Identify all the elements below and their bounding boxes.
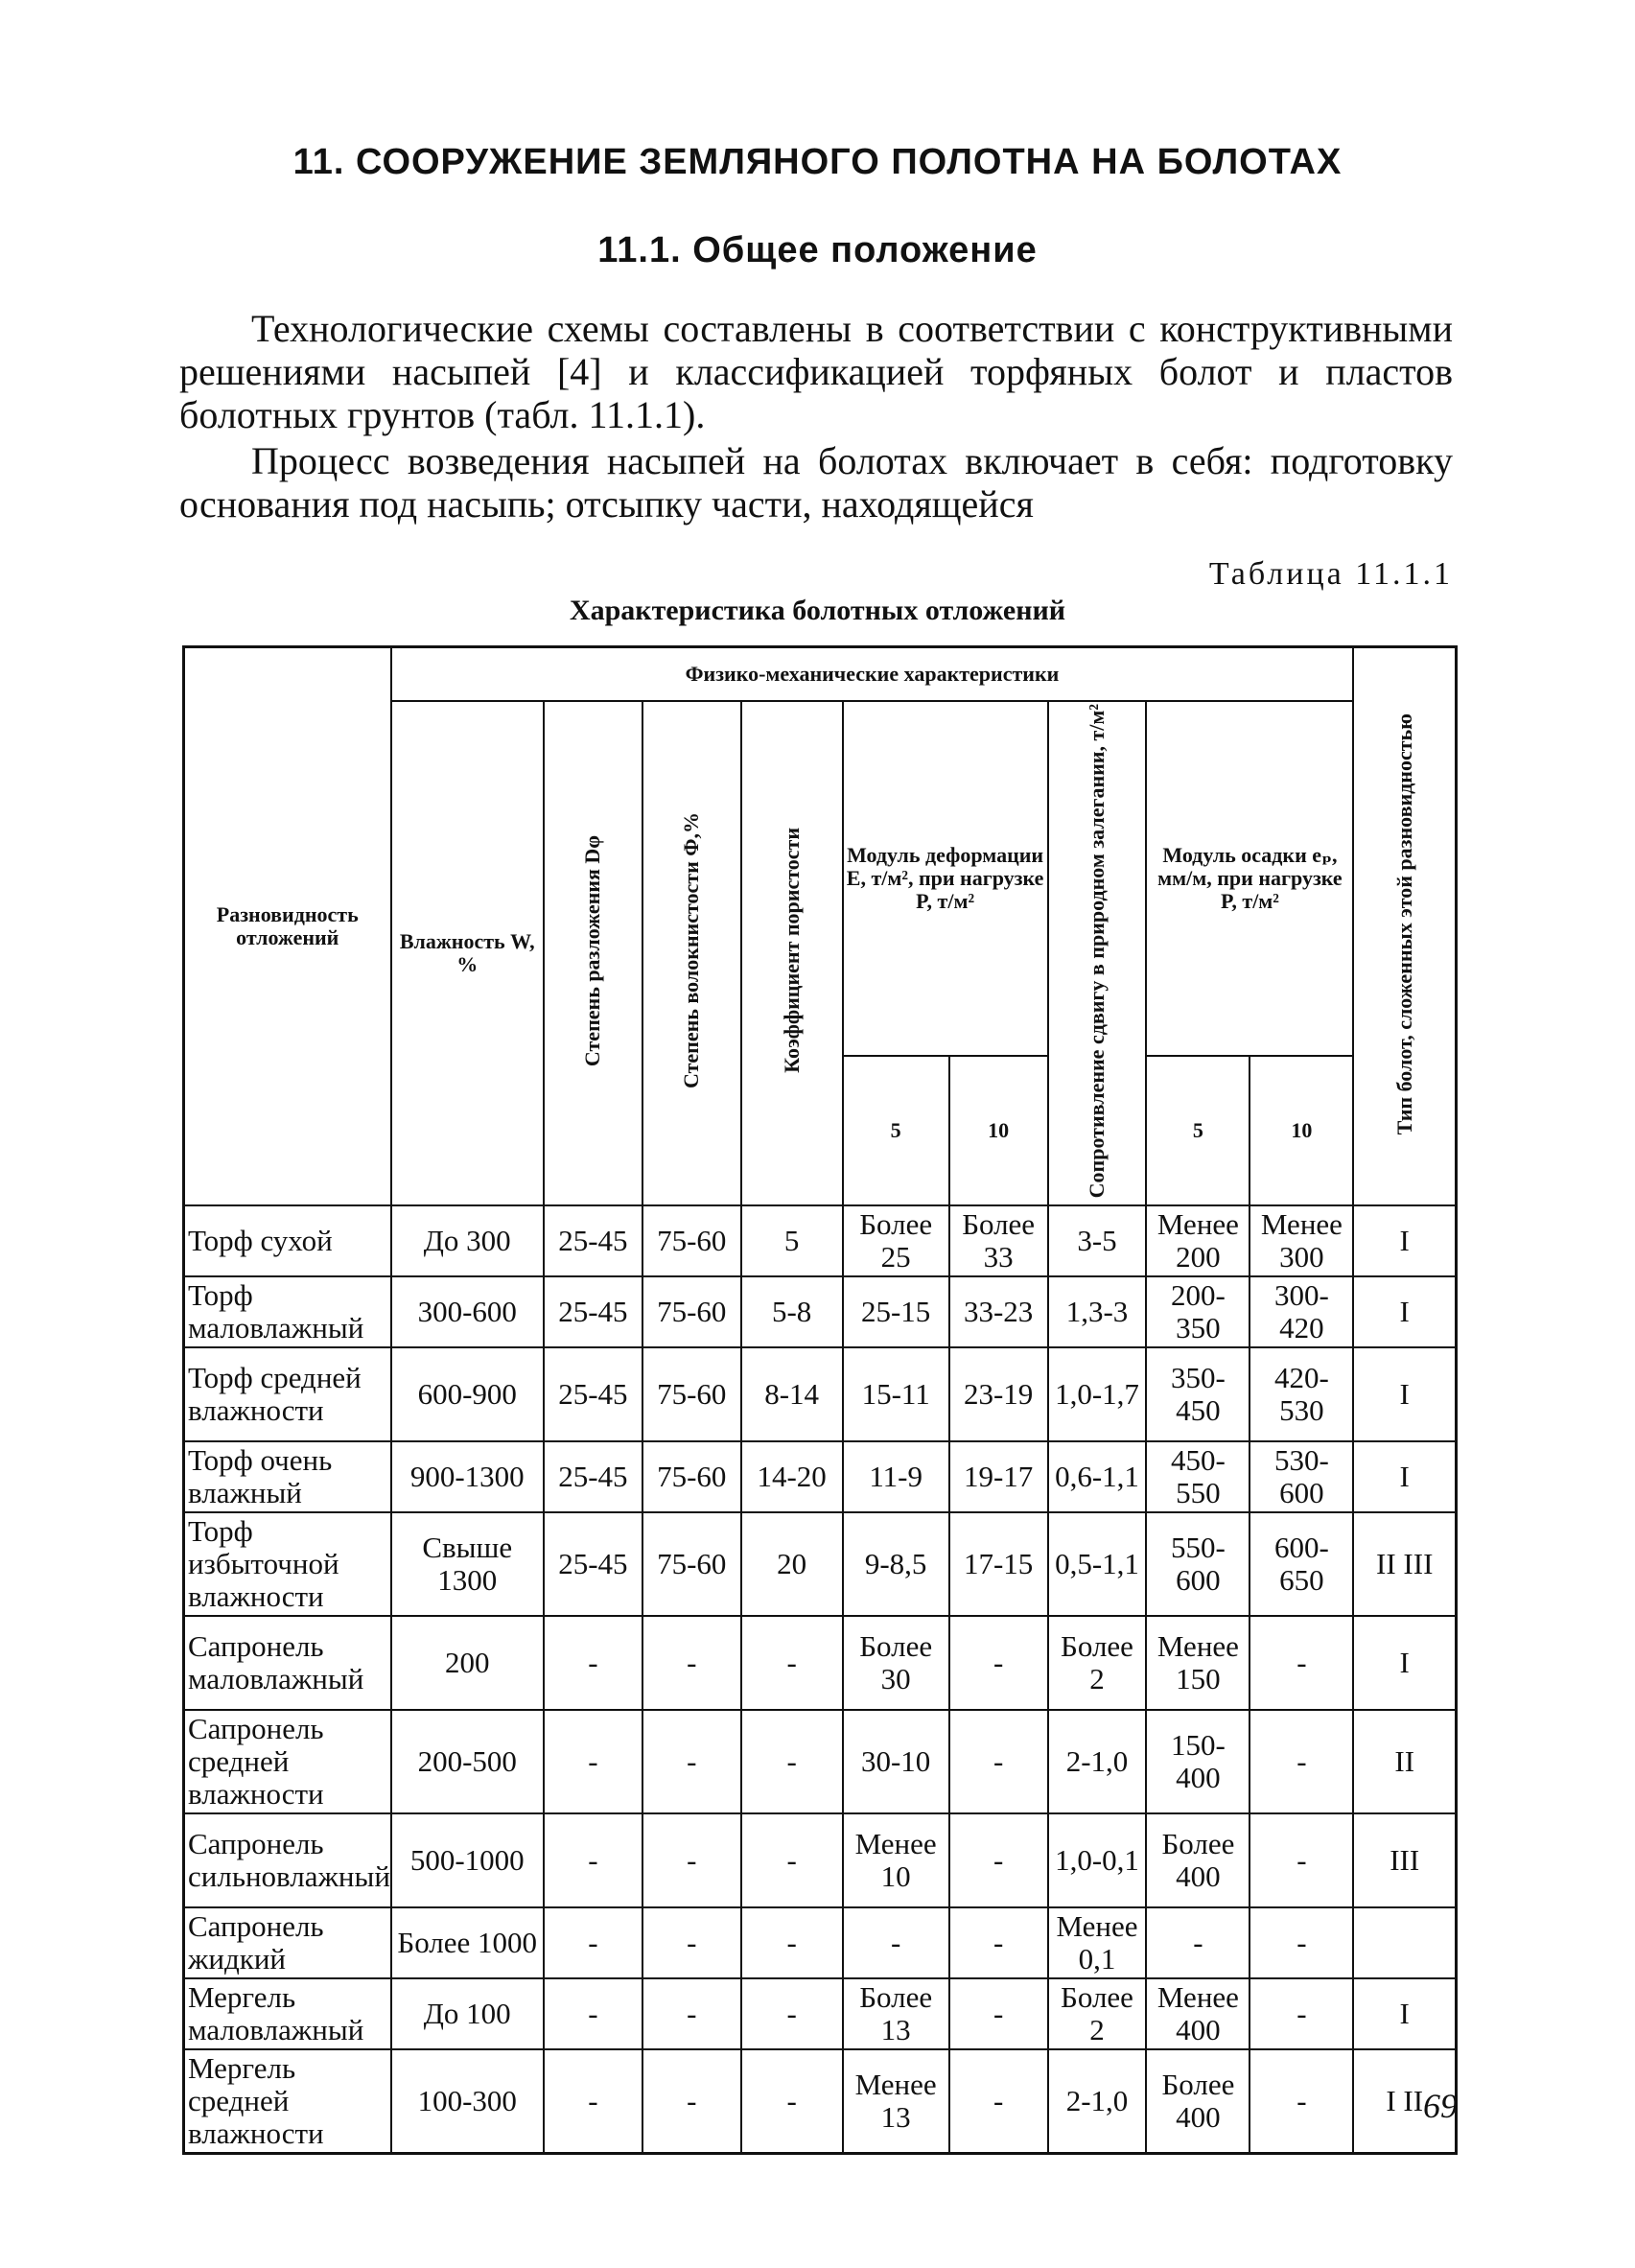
header-fiber: [642, 701, 741, 1205]
table-cell: -: [1250, 1710, 1353, 1813]
table-cell: 1,0-0,1: [1048, 1813, 1147, 1907]
table-cell: I: [1353, 1347, 1456, 1441]
header-decomposition: [544, 701, 642, 1205]
table-cell: -: [949, 1616, 1048, 1710]
table-cell: III: [1353, 1813, 1456, 1907]
table-cell: 300-420: [1250, 1276, 1353, 1347]
table-cell: 2-1,0: [1048, 1710, 1147, 1813]
table-cell: 3-5: [1048, 1205, 1147, 1276]
table-cell: Более 2: [1048, 1978, 1147, 2049]
table-cell: 550-600: [1146, 1512, 1250, 1616]
paragraph-2: Процесс возведения насыпей на болотах включает в себя: подготовку основания под насыпь; отсыпку части, находящейся: [179, 439, 1453, 526]
table-row: [184, 1205, 1457, 1276]
table-row: [184, 1813, 1457, 1907]
table-cell: -: [1146, 1907, 1250, 1978]
table-cell: -: [642, 1616, 741, 1710]
header-physmech: Физико-механические характеристики: [391, 647, 1354, 701]
table-cell: -: [741, 1813, 843, 1907]
table-cell: 14-20: [741, 1441, 843, 1512]
row-variety-cell: Торф маловлажный: [184, 1276, 391, 1347]
table-cell: I: [1353, 1616, 1456, 1710]
header-settle-modulus: Модуль осадки eₚ, мм/м, при нагрузке P, т/м²: [1146, 701, 1353, 1056]
table-cell: Более 1000: [391, 1907, 544, 1978]
table-number: Таблица 11.1.1: [1208, 556, 1453, 592]
table-cell: -: [544, 1907, 642, 1978]
table-cell: 500-1000: [391, 1813, 544, 1907]
row-variety-cell: Сапронель маловлажный: [184, 1616, 391, 1710]
table-cell: -: [949, 1978, 1048, 2049]
characteristics-table: [182, 645, 1458, 2155]
header-decomposition-label: Степень разложения Dφ: [580, 834, 605, 1066]
header-type-label: Тип болот, сложенных этой разновидностью: [1391, 713, 1416, 1135]
table-cell: -: [843, 1907, 949, 1978]
section-heading: 11.1. Общее положение: [597, 230, 1038, 270]
table-cell: До 300: [391, 1205, 544, 1276]
table-cell: Более 2: [1048, 1616, 1147, 1710]
table-cell: -: [949, 2049, 1048, 2154]
table-cell: Менее 0,1: [1048, 1907, 1147, 1978]
table-cell: -: [642, 1813, 741, 1907]
table-cell: 5-8: [741, 1276, 843, 1347]
table-cell: -: [741, 1616, 843, 1710]
row-variety-cell: Мергель средней влажности: [184, 2049, 391, 2154]
paragraph-1: Технологические схемы составлены в соответствии с конструктивными решениями насыпей [4] и классификацией торфяных болот и пластов болотных грунтов (табл. 11.1.1).: [179, 307, 1453, 436]
header-settle-load5: 5: [1146, 1056, 1250, 1205]
table-cell: 420-530: [1250, 1347, 1353, 1441]
table-cell: 8-14: [741, 1347, 843, 1441]
table-cell: -: [949, 1907, 1048, 1978]
table-cell: 200: [391, 1616, 544, 1710]
row-variety-cell: Сапронель сильновлажный: [184, 1813, 391, 1907]
header-settle-load10: 10: [1250, 1056, 1353, 1205]
table-cell: Более 33: [949, 1205, 1048, 1276]
table-cell: 25-45: [544, 1347, 642, 1441]
table-cell: 15-11: [843, 1347, 949, 1441]
table-cell: I: [1353, 1441, 1456, 1512]
header-fiber-label: Степень волокнистости Φ,%: [679, 812, 704, 1089]
table-cell: -: [544, 1813, 642, 1907]
table-cell: I: [1353, 1978, 1456, 2049]
chapter-heading: 11. СООРУЖЕНИЕ ЗЕМЛЯНОГО ПОЛОТНА НА БОЛОТАХ: [292, 142, 1343, 182]
header-porosity-label: Коэффициент пористости: [779, 828, 804, 1074]
table-cell: Более 30: [843, 1616, 949, 1710]
table-cell: -: [642, 1978, 741, 2049]
table-cell: Менее 10: [843, 1813, 949, 1907]
table-cell: 17-15: [949, 1512, 1048, 1616]
table-row: [184, 1276, 1457, 1347]
table-cell: 200-350: [1146, 1276, 1250, 1347]
table-cell: -: [1250, 1978, 1353, 2049]
table-cell: 1,3-3: [1048, 1276, 1147, 1347]
table-cell: Менее 200: [1146, 1205, 1250, 1276]
row-variety-cell: Торф сухой: [184, 1205, 391, 1276]
table-cell: -: [741, 1978, 843, 2049]
table-cell: 9-8,5: [843, 1512, 949, 1616]
row-variety-cell: Торф очень влажный: [184, 1441, 391, 1512]
table-cell: Менее 150: [1146, 1616, 1250, 1710]
header-deform-load5: 5: [843, 1056, 949, 1205]
header-deform-load10: 10: [949, 1056, 1048, 1205]
table-cell: -: [741, 1907, 843, 1978]
page-number: 69: [1423, 2087, 1458, 2125]
table-cell: -: [1250, 1907, 1353, 1978]
table-row: [184, 1512, 1457, 1616]
table-cell: 25-45: [544, 1276, 642, 1347]
table-cell: II III: [1353, 1512, 1456, 1616]
table-cell: 75-60: [642, 1276, 741, 1347]
table-cell: -: [1250, 1813, 1353, 1907]
table-row: [184, 1441, 1457, 1512]
table-cell: 75-60: [642, 1205, 741, 1276]
row-variety-cell: Сапронель жидкий: [184, 1907, 391, 1978]
table-cell: 150-400: [1146, 1710, 1250, 1813]
table-cell: -: [1250, 1616, 1353, 1710]
table-row: [184, 1710, 1457, 1813]
table-cell: 75-60: [642, 1347, 741, 1441]
header-variety: Разновидность отложений: [184, 647, 391, 1205]
table-cell: Более 400: [1146, 1813, 1250, 1907]
table-cell: -: [642, 1710, 741, 1813]
table-cell: 900-1300: [391, 1441, 544, 1512]
table-title: Характеристика болотных отложений: [569, 595, 1066, 626]
table-cell: -: [544, 1978, 642, 2049]
table-cell: 450-550: [1146, 1441, 1250, 1512]
table-cell: 100-300: [391, 2049, 544, 2154]
table-cell: 25-45: [544, 1205, 642, 1276]
table-cell: -: [642, 1907, 741, 1978]
table-cell: 19-17: [949, 1441, 1048, 1512]
table-cell: 0,5-1,1: [1048, 1512, 1147, 1616]
row-variety-cell: Торф избыточной влажности: [184, 1512, 391, 1616]
table-row: [184, 1907, 1457, 1978]
table-cell: 350-450: [1146, 1347, 1250, 1441]
header-shear: [1048, 701, 1147, 1205]
table-cell: I: [1353, 1205, 1456, 1276]
table-cell: Менее 400: [1146, 1978, 1250, 2049]
table-cell: 11-9: [843, 1441, 949, 1512]
table-cell: I II: [1353, 2049, 1456, 2154]
table-cell: -: [642, 2049, 741, 2154]
header-type: [1353, 647, 1456, 1205]
table-cell: [1353, 1907, 1456, 1978]
table-cell: 25-45: [544, 1441, 642, 1512]
table-cell: 600-900: [391, 1347, 544, 1441]
table-cell: -: [949, 1710, 1048, 1813]
table-cell: -: [1250, 2049, 1353, 2154]
table-cell: 23-19: [949, 1347, 1048, 1441]
header-deform-modulus: Модуль деформации E, т/м², при нагрузке P, т/м²: [843, 701, 1048, 1056]
table-cell: II: [1353, 1710, 1456, 1813]
table-cell: 25-15: [843, 1276, 949, 1347]
table-cell: 300-600: [391, 1276, 544, 1347]
table-cell: 2-1,0: [1048, 2049, 1147, 2154]
table-cell: 75-60: [642, 1441, 741, 1512]
table-cell: Более 13: [843, 1978, 949, 2049]
row-variety-cell: Сапронель средней влажности: [184, 1710, 391, 1813]
table-row: [184, 1347, 1457, 1441]
table-cell: -: [544, 1710, 642, 1813]
table-cell: Более 400: [1146, 2049, 1250, 2154]
table-cell: -: [544, 2049, 642, 2154]
table-cell: 5: [741, 1205, 843, 1276]
table-cell: -: [741, 2049, 843, 2154]
table-cell: 33-23: [949, 1276, 1048, 1347]
table-cell: 1,0-1,7: [1048, 1347, 1147, 1441]
table-cell: 25-45: [544, 1512, 642, 1616]
table-cell: 75-60: [642, 1512, 741, 1616]
header-moisture: Влажность W, %: [391, 701, 544, 1205]
table-cell: До 100: [391, 1978, 544, 2049]
row-variety-cell: Мергель маловлажный: [184, 1978, 391, 2049]
table-cell: 600-650: [1250, 1512, 1353, 1616]
header-shear-label: Сопротивление сдвигу в природном залегании, т/м²: [1084, 703, 1109, 1198]
table-cell: -: [544, 1616, 642, 1710]
table-cell: 20: [741, 1512, 843, 1616]
table-cell: Свыше 1300: [391, 1512, 544, 1616]
table-row: [184, 1616, 1457, 1710]
table-row: [184, 1978, 1457, 2049]
table-cell: 530-600: [1250, 1441, 1353, 1512]
table-cell: Менее 300: [1250, 1205, 1353, 1276]
table-cell: Более 25: [843, 1205, 949, 1276]
header-porosity: [741, 701, 843, 1205]
table-cell: -: [949, 1813, 1048, 1907]
row-variety-cell: Торф средней влажности: [184, 1347, 391, 1441]
table-cell: 0,6-1,1: [1048, 1441, 1147, 1512]
table-cell: 200-500: [391, 1710, 544, 1813]
table-cell: 30-10: [843, 1710, 949, 1813]
table-cell: Менее 13: [843, 2049, 949, 2154]
table-row: [184, 2049, 1457, 2154]
table-cell: -: [741, 1710, 843, 1813]
table-body: [184, 1205, 1457, 2154]
table-cell: I: [1353, 1276, 1456, 1347]
